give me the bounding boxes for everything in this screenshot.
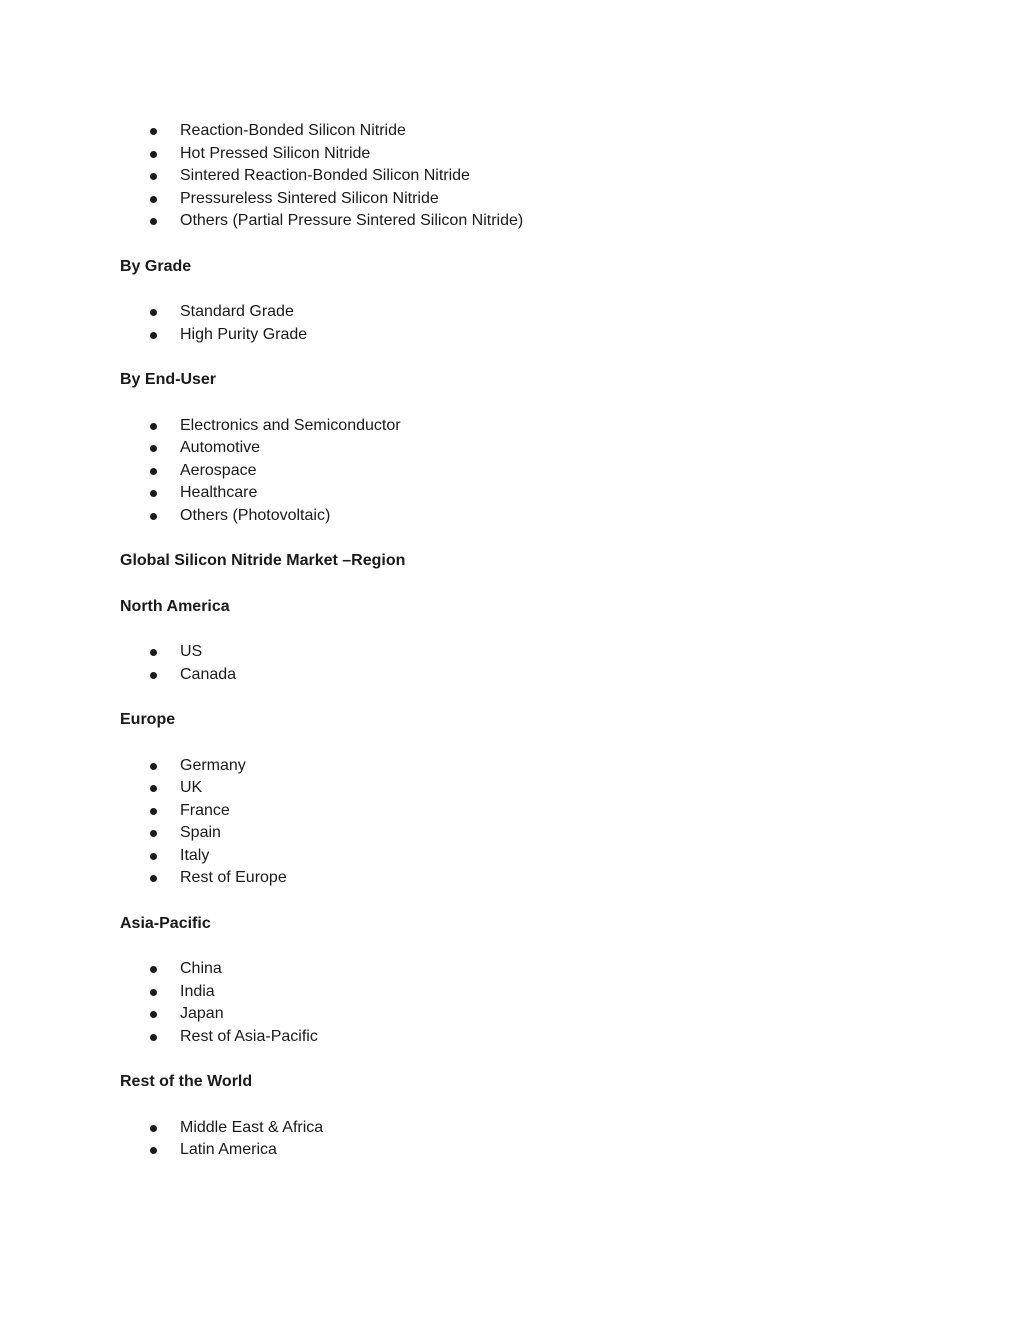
list-item [120,301,900,324]
list-item [120,1003,900,1026]
list-item [120,188,900,211]
bullet-icon [150,423,157,430]
bullet-icon [150,128,157,135]
section-heading-by-end-user: By End-User [120,371,217,388]
list-item-label: Automotive [180,439,261,456]
list-item-label: Sintered Reaction-Bonded Silicon Nitride [180,167,470,184]
list-item-label: China [180,960,222,977]
list-item [120,143,900,166]
bullet-icon [150,763,157,770]
list-item-label: US [180,643,203,660]
bullet-icon [150,445,157,452]
list-item [120,867,900,890]
list-item [120,981,900,1004]
bullet-icon [150,1147,157,1154]
list-item-label: Italy [180,846,210,864]
list-item [120,800,900,823]
section-heading-north-america: North America [120,597,230,615]
list-item-label: Pressureless Sintered Silicon Nitride [180,189,439,207]
bullet-icon [150,672,157,679]
list-item-label: UK [180,779,203,796]
list-item [120,777,900,800]
list-item [120,664,900,687]
list-item [120,437,900,460]
list-item-label: Reaction-Bonded Silicon Nitride [180,122,406,139]
list-item-label: Rest of Europe [180,869,287,886]
list-item [120,210,900,233]
bullet-icon [150,309,157,316]
by-end-user-list [120,415,900,528]
bullet-icon [150,966,157,973]
bullet-icon [150,1125,157,1132]
list-item-label: Electronics and Semiconductor [180,416,401,434]
north-america-list [120,641,900,686]
bullet-icon [150,989,157,996]
list-item [120,1026,900,1049]
list-item [120,1139,900,1162]
list-item-label: Others (Partial Pressure Sintered Silicon Nitride) [180,212,524,229]
document-content [120,120,900,1162]
bullet-icon [150,513,157,520]
list-item-label: Aerospace [180,461,257,479]
section-heading-rest-of-world: Rest of the World [120,1073,253,1090]
list-item-label: Rest of Asia-Pacific [180,1027,318,1045]
bullet-icon [150,468,157,475]
bullet-icon [150,830,157,837]
bullet-icon [150,151,157,158]
list-item [120,165,900,188]
list-item [120,415,900,438]
bullet-icon [150,490,157,497]
list-item-label: Healthcare [180,484,258,501]
list-item [120,120,900,143]
product-type-list [120,120,900,233]
list-item-label: Latin America [180,1141,277,1158]
list-item [120,324,900,347]
list-item-label: India [180,982,215,1000]
section-heading-region: Global Silicon Nitride Market –Region [120,552,406,569]
bullet-icon [150,1034,157,1041]
bullet-icon [150,853,157,860]
section-heading-europe: Europe [120,711,176,728]
bullet-icon [150,808,157,815]
list-item-label: Hot Pressed Silicon Nitride [180,144,371,162]
list-item-label: High Purity Grade [180,325,308,343]
list-item-label: Standard Grade [180,303,294,320]
europe-list [120,755,900,890]
list-item-label: Middle East & Africa [180,1118,324,1136]
list-item [120,641,900,664]
list-item-label: Germany [180,756,246,774]
list-item-label: Canada [180,665,237,683]
bullet-icon [150,332,157,339]
list-item-label: France [180,801,230,819]
list-item [120,482,900,505]
list-item [120,1117,900,1140]
rest-of-world-list [120,1117,900,1162]
list-item [120,755,900,778]
section-heading-by-grade: By Grade [120,257,192,275]
bullet-icon [150,173,157,180]
list-item-label: Spain [180,824,221,841]
by-grade-list [120,301,900,346]
bullet-icon [150,196,157,203]
bullet-icon [150,649,157,656]
list-item [120,845,900,868]
bullet-icon [150,785,157,792]
list-item-label: Japan [180,1005,224,1022]
list-item [120,505,900,528]
list-item-label: Others (Photovoltaic) [180,506,331,524]
section-heading-asia-pacific: Asia-Pacific [120,914,211,932]
list-item [120,958,900,981]
bullet-icon [150,875,157,882]
bullet-icon [150,218,157,225]
list-item [120,822,900,845]
bullet-icon [150,1011,157,1018]
list-item [120,460,900,483]
asia-pacific-list [120,958,900,1048]
